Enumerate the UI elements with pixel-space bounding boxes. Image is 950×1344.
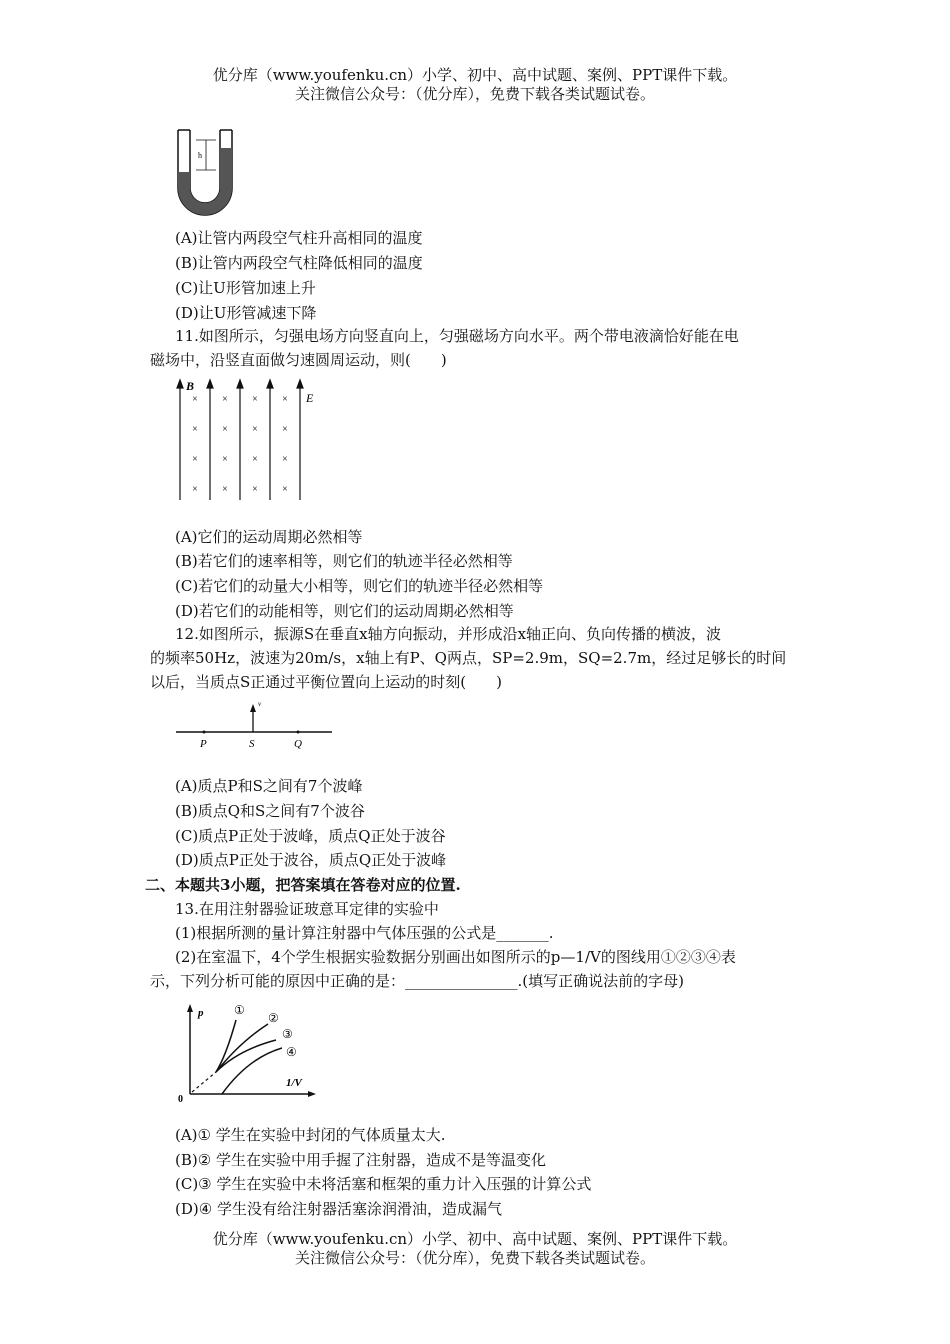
curve-2-label: ② [268, 1011, 279, 1025]
q12-option-b: (B)质点Q和S之间有7个波谷 [175, 802, 365, 820]
q13-option-a: (A)① 学生在实验中封闭的气体质量太大. [175, 1126, 446, 1144]
s-label: S [249, 738, 255, 750]
origin-label: 0 [178, 1094, 183, 1104]
page-header [0, 66, 950, 104]
q12-option-d: (D)质点P正处于波谷，质点Q正处于波峰 [175, 851, 447, 869]
q11-option-a: (A)它们的运动周期必然相等 [175, 528, 363, 546]
cross-mark: × [192, 394, 198, 405]
v-label: v [258, 700, 262, 708]
q12-stem-line-3: 以后，当质点S正通过平衡位置向上运动的时刻( ) [150, 673, 502, 691]
p-label: P [200, 738, 207, 750]
cross-mark: × [222, 424, 228, 435]
q12-option-c: (C)质点P正处于波峰，质点Q正处于波谷 [175, 827, 446, 845]
q12-stem-line-1: 12.如图所示，振源S在垂直x轴方向振动，并形成沿x轴正向、负向传播的横波，波 [175, 625, 722, 643]
cross-mark: × [282, 424, 288, 435]
cross-mark: × [282, 484, 288, 495]
cross-mark: × [252, 454, 258, 465]
b-label: B [186, 379, 195, 393]
curve-4-label: ④ [286, 1045, 297, 1059]
q10-option-c: (C)让U形管加速上升 [175, 279, 316, 297]
q11-option-b: (B)若它们的速率相等，则它们的轨迹半径必然相等 [175, 552, 513, 570]
cross-mark: × [282, 394, 288, 405]
q13-part-2-line-1: (2)在室温下，4个学生根据实验数据分别画出如图所示的p—1/V的图线用①②③④表 [175, 948, 736, 966]
curve-1-label: ① [234, 1003, 245, 1017]
q13-stem [150, 897, 805, 993]
p-axis-label: p [198, 1007, 204, 1019]
q13-option-b: (B)② 学生在实验中用手握了注射器，造成不是等温变化 [175, 1151, 546, 1169]
page-footer [0, 1230, 950, 1268]
wave-axis-figure [170, 696, 340, 750]
curve-3-label: ③ [282, 1027, 293, 1041]
section-2-title: 二、本题共3小题，把答案填在答卷对应的位置. [145, 876, 461, 894]
e-label: E [306, 391, 314, 405]
header-line-1: 优分库（www.youfenku.cn）小学、初中、高中试题、案例、PPT课件下载。 [212, 66, 738, 84]
footer-line-2: 关注微信公众号：（优分库），免费下载各类试题试卷。 [294, 1249, 655, 1267]
cross-mark: × [192, 454, 198, 465]
cross-mark: × [222, 394, 228, 405]
q13-part-2-line-2: 示，下列分析可能的原因中正确的是：_______________.(填写正确说法前的字母) [150, 972, 684, 990]
cross-mark: × [192, 424, 198, 435]
header-line-2: 关注微信公众号：（优分库），免费下载各类试题试卷。 [294, 85, 655, 103]
q11-option-d: (D)若它们的动能相等，则它们的运动周期必然相等 [175, 602, 514, 620]
q10-option-a: (A)让管内两段空气柱升高相同的温度 [175, 229, 423, 247]
q13-option-c: (C)③ 学生在实验中未将活塞和框架的重力计入压强的计算公式 [175, 1175, 592, 1193]
q11-option-c: (C)若它们的动量大小相等，则它们的轨迹半径必然相等 [175, 577, 544, 595]
q13-part-1: (1)根据所测的量计算注射器中气体压强的公式是_______. [175, 924, 554, 942]
q11-stem-line-1: 11.如图所示，匀强电场方向竖直向上，匀强磁场方向水平。两个带电液滴恰好能在电 [175, 327, 739, 345]
cross-mark: × [252, 424, 258, 435]
em-field-figure [170, 376, 330, 506]
cross-mark: × [222, 484, 228, 495]
q13-stem-line: 13.在用注射器验证玻意耳定律的实验中 [175, 900, 439, 918]
q12-stem-line-2: 的频率50Hz，波速为20m/s，x轴上有P、Q两点，SP=2.9m，SQ=2.7m，经过足够长的时间 [150, 649, 787, 667]
q11-stem-line-2: 磁场中，沿竖直面做匀速圆周运动，则( ) [150, 351, 447, 369]
p-v-graph-figure [172, 998, 322, 1104]
q11-stem [150, 324, 805, 372]
cross-mark: × [252, 394, 258, 405]
q-label: Q [294, 738, 302, 750]
q10-option-b: (B)让管内两段空气柱降低相同的温度 [175, 254, 423, 272]
q12-option-a: (A)质点P和S之间有7个波峰 [175, 777, 363, 795]
cross-mark: × [252, 484, 258, 495]
cross-mark: × [282, 454, 288, 465]
q12-stem [150, 622, 805, 694]
x-axis-label: 1/V [286, 1077, 302, 1089]
u-tube-figure [170, 126, 240, 222]
cross-mark: × [222, 454, 228, 465]
footer-line-1: 优分库（www.youfenku.cn）小学、初中、高中试题、案例、PPT课件下载。 [212, 1230, 738, 1248]
q13-option-d: (D)④ 学生没有给注射器活塞涂润滑油，造成漏气 [175, 1200, 502, 1218]
h-label: h [198, 151, 202, 160]
cross-mark: × [192, 484, 198, 495]
q10-option-d: (D)让U形管减速下降 [175, 304, 317, 322]
